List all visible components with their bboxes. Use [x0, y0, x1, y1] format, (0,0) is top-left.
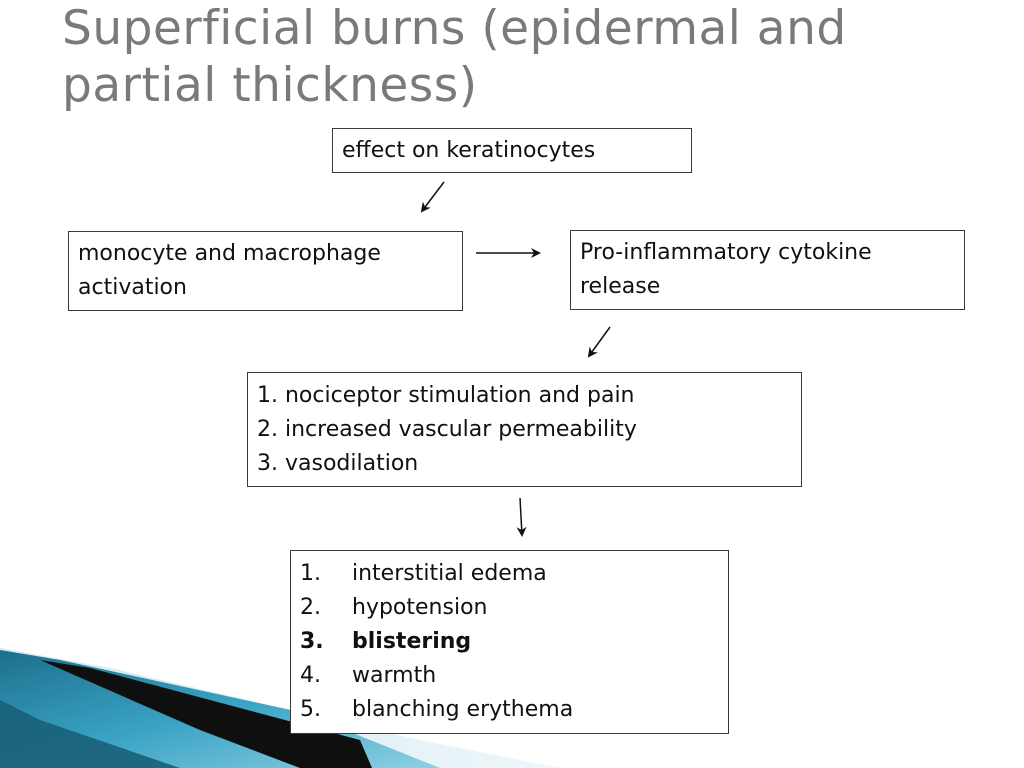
outcome-text: hypotension: [352, 595, 488, 620]
node-cytokine-release: [570, 230, 965, 310]
node-keratinocytes: [332, 128, 692, 173]
outcome-text: blistering: [352, 629, 472, 654]
title-line-2: partial thickness): [62, 58, 478, 113]
outcome-item: [300, 557, 719, 591]
outcome-number: 1.: [300, 561, 321, 586]
outcome-number: 3.: [300, 629, 324, 654]
outcome-number: 2.: [300, 595, 321, 620]
node-keratinocytes-label: effect on keratinocytes: [342, 138, 596, 163]
outcome-text: blanching erythema: [352, 697, 574, 722]
node-monocyte-activation: [68, 231, 463, 311]
outcome-number: 4.: [300, 663, 321, 688]
effects-item: 2. increased vascular permeability: [257, 417, 637, 442]
outcome-text: warmth: [352, 663, 437, 688]
outcome-item: [300, 591, 719, 625]
node-cytokine-line-1: Pro-inflammatory cytokine: [580, 240, 872, 265]
arrow-keratinocytes-to-monocyte: [422, 182, 444, 211]
node-cytokine-line-2: release: [580, 274, 661, 299]
node-effects-list: [247, 372, 802, 487]
effects-item: 1. nociceptor stimulation and pain: [257, 383, 635, 408]
outcome-item: [300, 659, 719, 693]
outcome-item: [300, 693, 719, 727]
arrow-cytokine-to-effects: [589, 327, 610, 356]
outcome-number: 5.: [300, 697, 321, 722]
outcome-item-highlighted: [300, 625, 719, 659]
title-line-1: Superficial burns (epidermal and: [62, 1, 847, 56]
node-outcomes-list: [290, 550, 729, 734]
outcome-text: interstitial edema: [352, 561, 547, 586]
node-monocyte-line-1: monocyte and macrophage: [78, 241, 381, 266]
node-monocyte-line-2: activation: [78, 275, 187, 300]
arrow-effects-to-outcomes: [520, 498, 522, 535]
effects-item: 3. vasodilation: [257, 451, 419, 476]
